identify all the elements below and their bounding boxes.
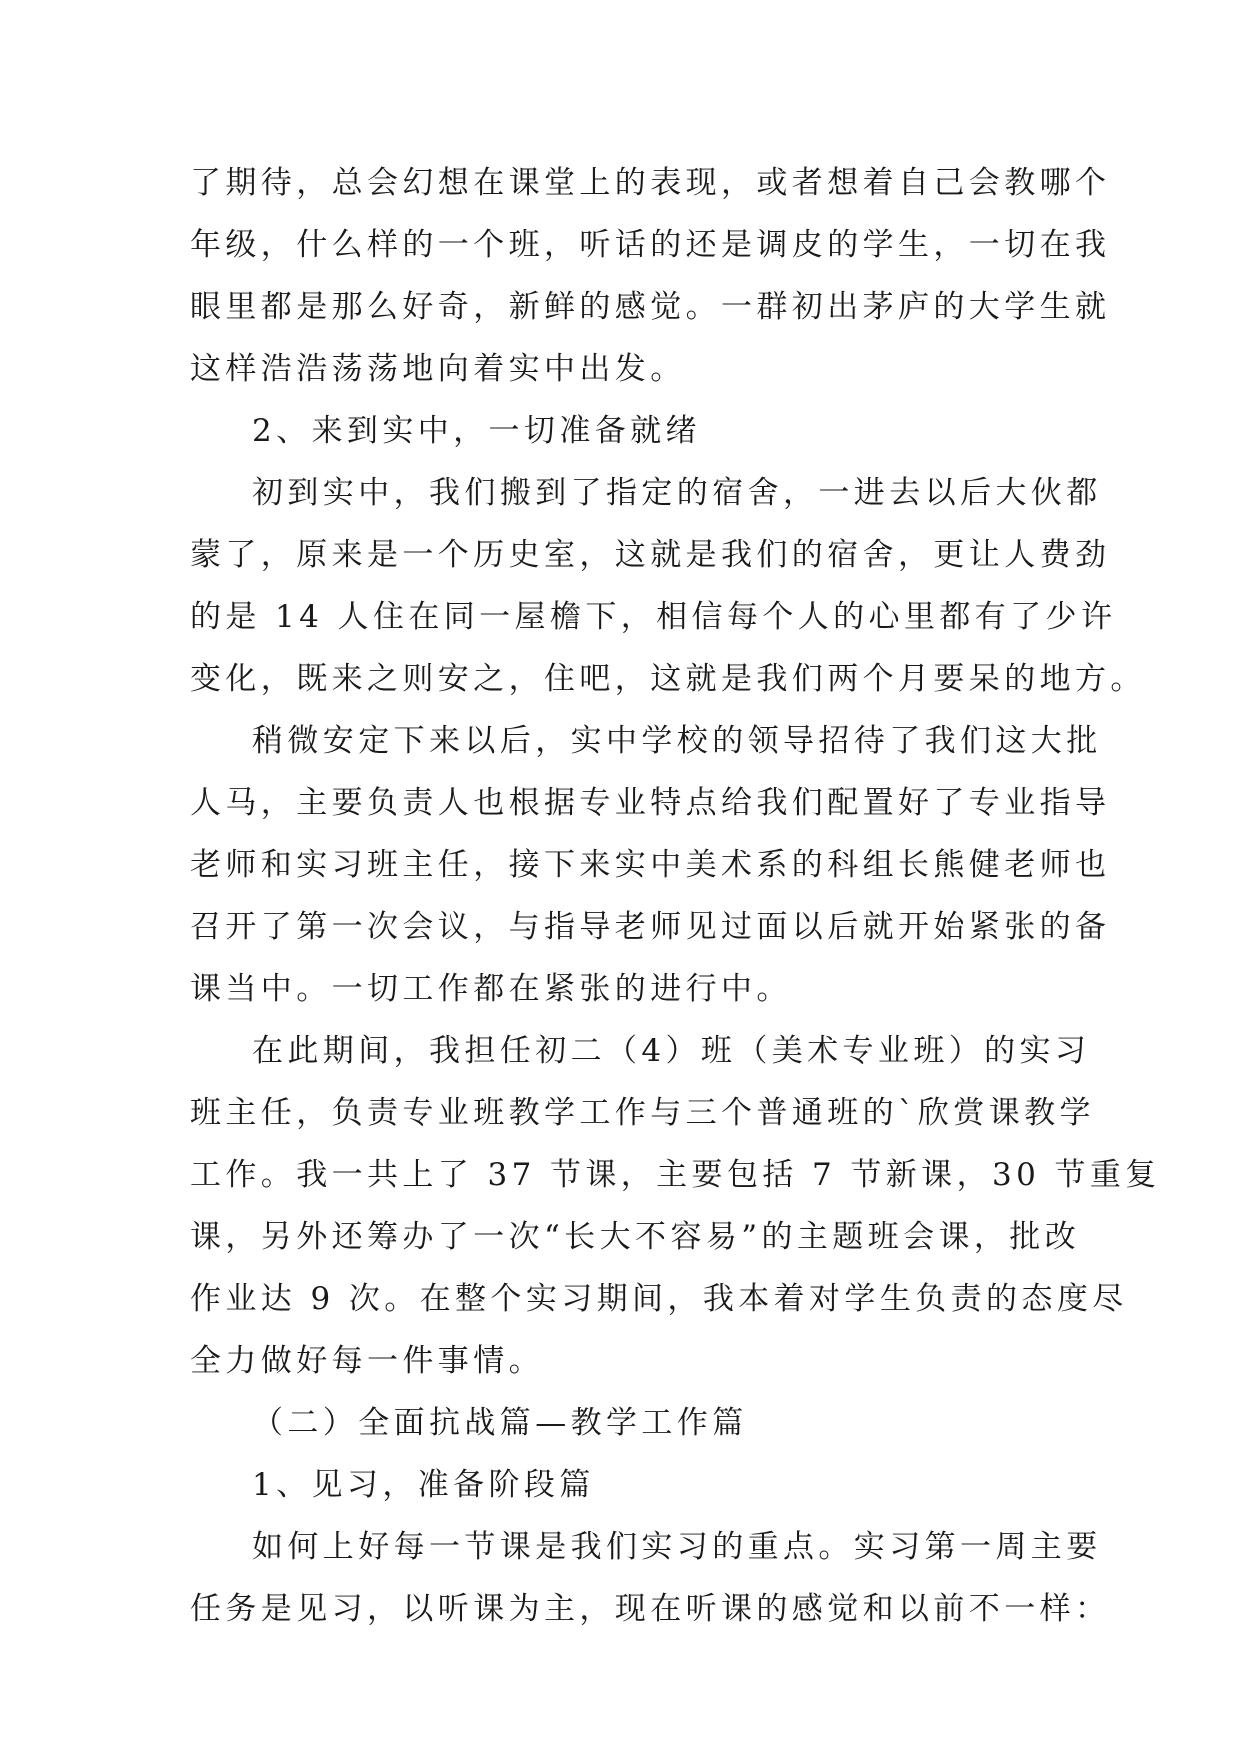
text-line: 召开了第一次会议，与指导老师见过面以后就开始紧张的备	[190, 909, 1111, 945]
text-line: 老师和实习班主任，接下来实中美术系的科组长熊健老师也	[190, 847, 1111, 883]
document-body	[190, 152, 1161, 1640]
text-line: 蒙了，原来是一个历史室，这就是我们的宿舍，更让人费劲	[190, 537, 1111, 573]
text-line: 人马，主要负责人也根据专业特点给我们配置好了专业指导	[190, 785, 1111, 821]
text-line: 作业达 9 次。在整个实习期间，我本着对学生负责的态度尽	[190, 1281, 1128, 1317]
text-line: 变化，既来之则安之，住吧，这就是我们两个月要呆的地方。	[190, 661, 1146, 697]
text-line: 了期待，总会幻想在课堂上的表现，或者想着自己会教哪个	[190, 165, 1111, 201]
text-line: 任务是见习，以听课为主，现在听课的感觉和以前不一样：	[190, 1591, 1111, 1627]
text-line: 这样浩浩荡荡地向着实中出发。	[190, 351, 686, 387]
text-line: 的是 14 人住在同一屋檐下，相信每个人的心里都有了少许	[190, 599, 1117, 635]
text-line: 课当中。一切工作都在紧张的进行中。	[190, 971, 792, 1007]
text-line: 工作。我一共上了 37 节课，主要包括 7 节新课，30 节重复	[190, 1157, 1161, 1193]
text-line: 稍微安定下来以后，实中学校的领导招待了我们这大批	[252, 723, 1102, 759]
text-line: 全力做好每一件事情。	[190, 1343, 544, 1379]
section-heading: （二）全面抗战篇—教学工作篇	[252, 1405, 748, 1441]
text-line: 课，另外还筹办了一次“长大不容易”的主题班会课，批改	[190, 1219, 1081, 1255]
text-line: 班主任，负责专业班教学工作与三个普通班的`欣赏课教学	[190, 1095, 1095, 1131]
section-heading: 1、见习，准备阶段篇	[252, 1467, 595, 1503]
text-line: 眼里都是那么好奇，新鲜的感觉。一群初出茅庐的大学生就	[190, 289, 1111, 325]
section-heading: 2、来到实中，一切准备就绪	[252, 413, 701, 449]
text-line: 初到实中，我们搬到了指定的宿舍，一进去以后大伙都	[252, 475, 1102, 511]
text-line: 如何上好每一节课是我们实习的重点。实习第一周主要	[252, 1529, 1102, 1565]
text-line: 在此期间，我担任初二（4）班（美术专业班）的实习	[252, 1033, 1091, 1069]
text-line: 年级，什么样的一个班，听话的还是调皮的学生，一切在我	[190, 227, 1111, 263]
